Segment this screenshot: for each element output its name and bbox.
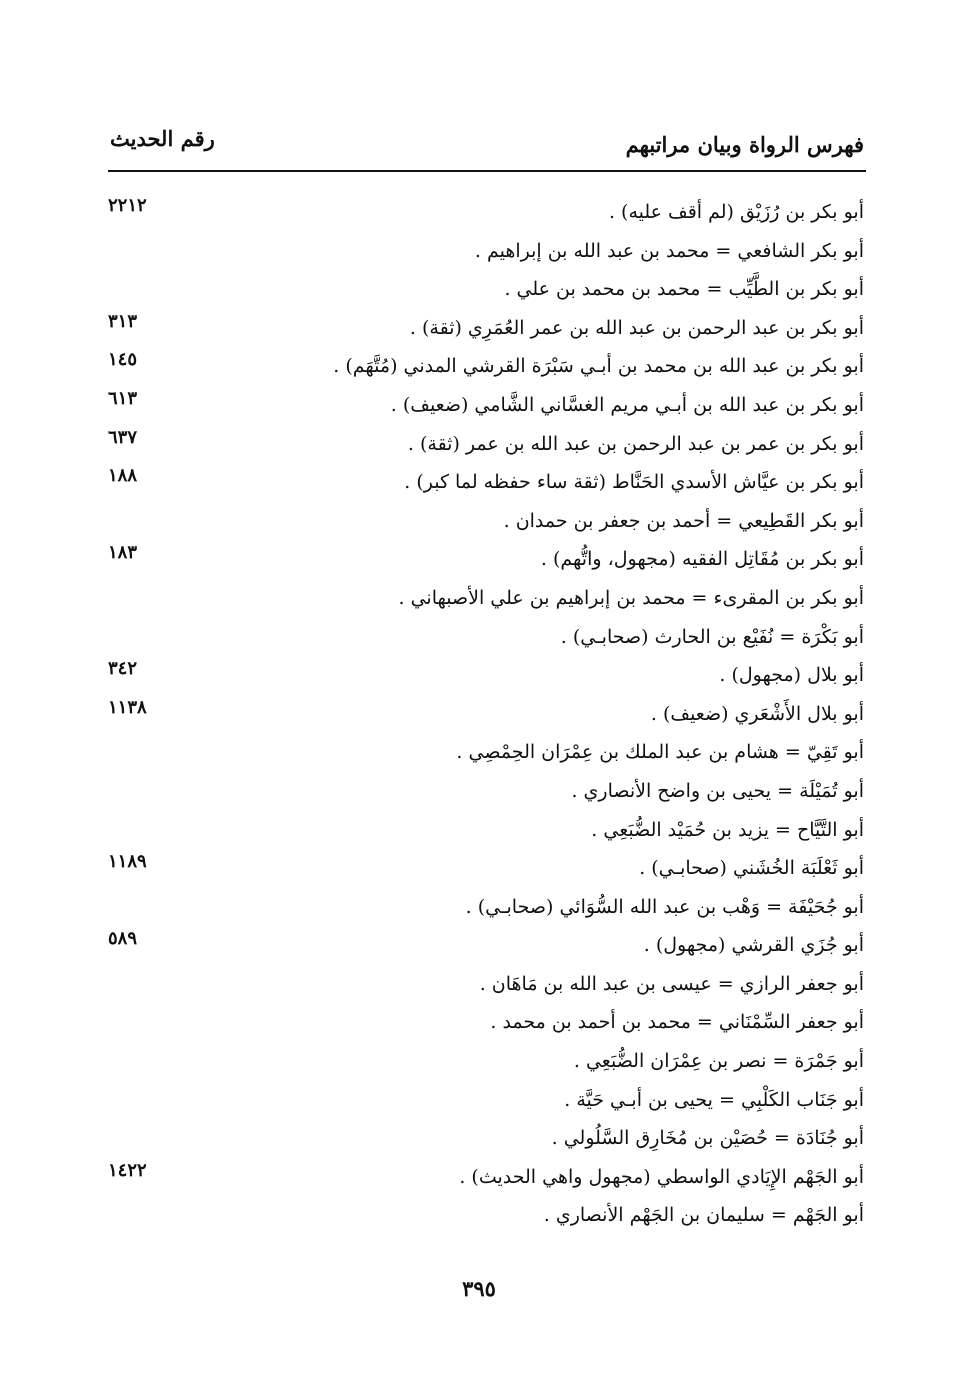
index-entry [108, 231, 864, 270]
index-entry [108, 1157, 864, 1196]
entry-text: أبو جَنَاب الكَلْبِي = يحيى بن أبـي حَيَّة . [564, 1088, 864, 1111]
hadith-number: ١١٣٨ [108, 696, 147, 718]
index-entry [108, 1041, 864, 1080]
entry-text: أبو الجَهْم = سليمان بن الجَهْم الأنصاري . [543, 1204, 864, 1227]
index-entry [108, 269, 864, 308]
index-entry [108, 1002, 864, 1041]
hadith-number: ٥٨٩ [108, 928, 138, 950]
hadith-number: ١١٨٩ [108, 851, 147, 873]
index-entry [108, 617, 864, 656]
entry-text: أبو بكر بن عبد الرحمن بن عبد الله بن عمر العُمَرِي (ثقة) . [409, 316, 864, 339]
index-entry [108, 848, 864, 887]
entry-text: أبو بَكْرَة = نُفَيْع بن الحارث (صحابـي) . [560, 625, 864, 648]
index-entry [108, 1195, 864, 1234]
entry-text: أبو تُمَيْلَة = يحيى بن واضح الأنصاري . [571, 779, 864, 802]
hadith-number: ١٨٨ [108, 465, 138, 487]
entry-text: أبو بكر بن عبد الله بن محمد بن أبـي سَبْرَة القرشي المدني (مُتَّهَم) . [333, 355, 864, 378]
header-divider [108, 170, 866, 172]
index-entry [108, 385, 864, 424]
entry-text: أبو جَمْرَة = نصر بن عِمْرَان الضُّبَعِي . [573, 1050, 864, 1073]
index-entry [108, 462, 864, 501]
hadith-number: ٢٢١٢ [108, 195, 147, 216]
entry-text: أبو بكر بن الطَّيِّب = محمد بن محمد بن علي . [504, 278, 864, 301]
header-column-label: رقم الحديث [110, 126, 215, 151]
entry-text: أبو جُنَادَة = حُصَيْن بن مُخَارِق السَّلُولي . [551, 1127, 864, 1150]
page-number: ٣٩٥ [462, 1276, 496, 1301]
index-entry [108, 694, 864, 733]
entry-text: أبو التَّيَّاح = يزيد بن حُمَيْد الضُّبَعِي . [591, 818, 864, 841]
index-entry [108, 1118, 864, 1157]
entry-text: أبو بكر بن مُقَاتِل الفقيه (مجهول، واتُّهم) . [540, 548, 864, 571]
entry-text: أبو جُزَي القرشي (مجهول) . [643, 934, 864, 957]
index-entry [108, 539, 864, 578]
entry-text: أبو جُحَيْفَة = وَهْب بن عبد الله السُّوَائي (صحابـي) . [465, 895, 864, 918]
index-entry [108, 501, 864, 540]
entry-text: أبو بكر بن عمر بن عبد الرحمن بن عبد الله بن عمر (ثقة) . [407, 432, 864, 455]
running-header [110, 122, 864, 162]
entry-text: أبو بكر بن عيَّاش الأسدي الحَنَّاط (ثقة ساء حفظه لما كبر) . [404, 471, 864, 494]
index-entry [108, 578, 864, 617]
entry-text: أبو ثَعْلَبَة الخُشَني (صحابـي) . [639, 857, 864, 880]
index-entry [108, 732, 864, 771]
hadith-number: ٣٤٢ [108, 658, 138, 680]
index-entry [108, 655, 864, 694]
hadith-number: ٦١٣ [108, 387, 138, 409]
entry-text: أبو بكر بن المقرىء = محمد بن إبراهيم بن علي الأصبهاني . [398, 586, 864, 609]
entry-text: أبو جعفر الرازي = عيسى بن عبد الله بن مَاهَان . [479, 972, 864, 995]
index-entry [108, 925, 864, 964]
entry-text: أبو بكر القَطِيعي = أحمد بن جعفر بن حمدان . [503, 509, 864, 532]
entry-text: أبو بلال الأَشْعَري (ضعيف) . [650, 702, 864, 725]
index-entry [108, 810, 864, 849]
hadith-number: ١٤٥ [108, 349, 138, 371]
entry-text: أبو بكر الشافعي = محمد بن عبد الله بن إبراهيم . [474, 239, 864, 262]
narrator-index-list [108, 192, 864, 1234]
index-entry [108, 1080, 864, 1119]
entry-text: أبو تَقِيّ = هشام بن عبد الملك بن عِمْرَان الحِمْصِي . [456, 741, 864, 764]
entry-text: أبو جعفر السِّمْنَاني = محمد بن أحمد بن محمد . [490, 1011, 864, 1034]
hadith-number: ١٨٣ [108, 542, 138, 564]
index-entry [108, 346, 864, 385]
entry-text: أبو بكر بن عبد الله بن أبـي مريم الغسَّاني الشَّامي (ضعيف) . [390, 393, 864, 416]
index-entry [108, 424, 864, 463]
index-entry [108, 192, 864, 231]
index-entry [108, 308, 864, 347]
entry-text: أبو الجَهْم الإِيَادي الواسطي (مجهول واهي الحديث) . [459, 1165, 864, 1188]
index-entry [108, 771, 864, 810]
index-entry [108, 887, 864, 926]
entry-text: أبو بلال (مجهول) . [719, 664, 864, 687]
entry-text: أبو بكر بن رُزَيْق (لم أقف عليه) . [608, 201, 864, 223]
index-entry [108, 964, 864, 1003]
hadith-number: ٣١٣ [108, 310, 138, 332]
header-title: فهرس الرواة وبيان مراتبهم [625, 132, 864, 157]
hadith-number: ١٤٢٢ [108, 1159, 147, 1181]
hadith-number: ٦٣٧ [108, 426, 138, 448]
